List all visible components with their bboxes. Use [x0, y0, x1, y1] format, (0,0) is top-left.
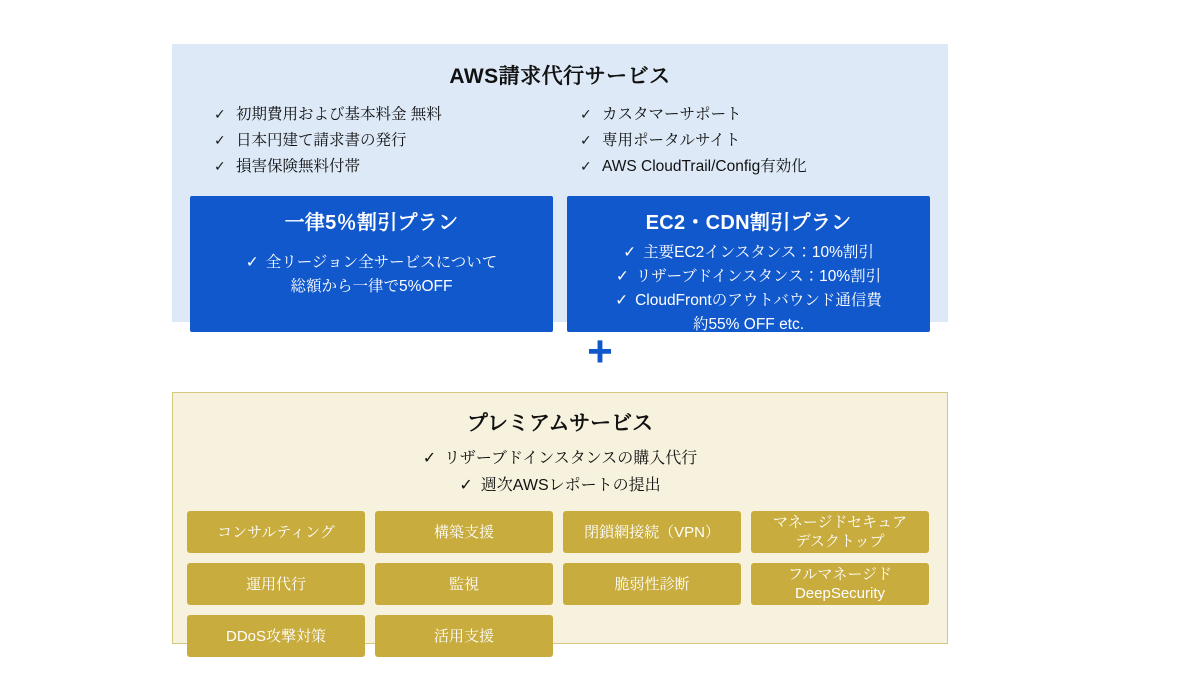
billing-feature-label: 日本円建て請求書の発行 — [236, 132, 407, 149]
check-icon: ✓ — [623, 244, 637, 261]
premium-tag-monitoring[interactable]: 監視 — [375, 563, 553, 605]
billing-feature-label: AWS CloudTrail/Config有効化 — [602, 158, 807, 175]
plan-line-text: リザーブドインスタンス：10%割引 — [635, 268, 882, 285]
plan-card-ec2-cdn-discount — [567, 196, 930, 332]
check-icon: ✓ — [615, 292, 629, 309]
premium-service-title: プレミアムサービス — [466, 412, 654, 435]
premium-tag-closed-network-vpn[interactable]: 閉鎖網接続（VPN） — [563, 511, 741, 553]
check-icon: ✓ — [214, 158, 226, 174]
premium-bullet-label: 週次AWSレポートの提出 — [480, 477, 661, 494]
plan-line-text: 全リージョン全サービスについて — [265, 254, 498, 271]
plan-line-text: 主要EC2インスタンス：10%割引 — [643, 244, 874, 261]
plan-card-flat-discount — [190, 196, 553, 332]
premium-tag-row — [187, 615, 933, 657]
plan-line — [200, 275, 543, 299]
premium-tag-vulnerability-assessment[interactable]: 脆弱性診断 — [563, 563, 741, 605]
plan-line-text: CloudFrontのアウトバウンド通信費 — [635, 292, 882, 309]
premium-tag-full-managed-deepsecurity[interactable]: フルマネージド DeepSecurity — [751, 563, 929, 605]
plan-body — [200, 251, 543, 299]
billing-feature-columns — [172, 103, 948, 181]
premium-service-tag-grid — [173, 511, 947, 657]
premium-service-panel — [172, 392, 948, 644]
billing-feature-item — [214, 129, 552, 152]
check-icon: ✓ — [214, 106, 226, 122]
premium-tag-utilization-support[interactable]: 活用支援 — [375, 615, 553, 657]
premium-tag-row — [187, 511, 933, 553]
billing-feature-item — [214, 155, 552, 178]
check-icon: ✓ — [422, 450, 437, 467]
plan-cards — [172, 196, 948, 332]
billing-feature-item — [580, 129, 918, 152]
plan-line — [577, 265, 920, 289]
premium-bullet-item — [173, 445, 947, 472]
premium-tag-consulting[interactable]: コンサルティング — [187, 511, 365, 553]
check-icon: ✓ — [245, 254, 259, 271]
billing-feature-item — [214, 103, 552, 126]
plan-line — [577, 289, 920, 313]
check-icon: ✓ — [214, 132, 226, 148]
plan-line — [200, 251, 543, 275]
billing-feature-column-right — [552, 103, 918, 181]
premium-tag-placeholder — [563, 615, 741, 657]
billing-feature-item — [580, 103, 918, 126]
premium-tag-row — [187, 563, 933, 605]
plan-line — [577, 241, 920, 265]
plan-line-text: 約55% OFF etc. — [692, 316, 805, 333]
plus-connector-icon: + — [587, 327, 613, 376]
check-icon: ✓ — [580, 158, 592, 174]
check-icon: ✓ — [459, 477, 473, 494]
premium-tag-managed-secure-desktop[interactable]: マネージドセキュア デスクトップ — [751, 511, 929, 553]
billing-feature-label: カスタマーサポート — [602, 106, 742, 123]
billing-service-panel — [172, 44, 948, 333]
premium-bullet-item — [173, 472, 947, 499]
premium-tag-operations-agency[interactable]: 運用代行 — [187, 563, 365, 605]
billing-feature-label: 初期費用および基本料金 無料 — [236, 106, 442, 123]
billing-feature-item — [580, 155, 918, 178]
premium-tag-ddos-countermeasure[interactable]: DDoS攻撃対策 — [187, 615, 365, 657]
plan-line-text: 総額から一律で5%OFF — [290, 278, 453, 295]
check-icon: ✓ — [580, 132, 592, 148]
premium-tag-placeholder — [751, 615, 929, 657]
plan-title: EC2・CDN割引プラン — [645, 212, 852, 234]
billing-feature-label: 損害保険無料付帯 — [236, 158, 361, 175]
billing-service-title: AWS請求代行サービス — [449, 65, 671, 88]
billing-feature-column-left — [214, 103, 552, 181]
premium-bullet-list — [173, 445, 947, 499]
premium-bullet-label: リザーブドインスタンスの購入代行 — [444, 450, 698, 467]
check-icon: ✓ — [580, 106, 592, 122]
plan-title: 一律5％割引プラン — [284, 212, 459, 234]
billing-feature-label: 専用ポータルサイト — [602, 132, 741, 149]
premium-tag-build-support[interactable]: 構築支援 — [375, 511, 553, 553]
plan-body — [577, 241, 920, 337]
check-icon: ✓ — [615, 268, 629, 285]
